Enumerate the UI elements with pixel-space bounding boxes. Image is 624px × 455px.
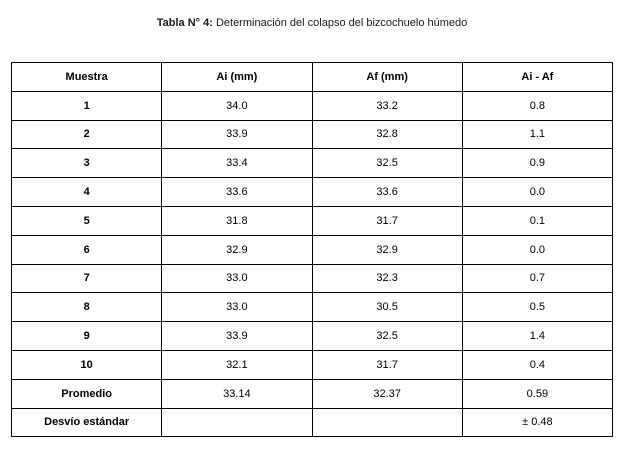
value-cell: 0.5	[462, 293, 612, 322]
value-cell: 33.4	[162, 149, 312, 178]
row-label-cell: 1	[12, 91, 162, 120]
value-cell: 0.9	[462, 149, 612, 178]
row-label-cell: 6	[12, 235, 162, 264]
table-caption	[0, 16, 624, 30]
value-cell: 33.2	[312, 91, 462, 120]
value-cell: 31.8	[162, 206, 312, 235]
row-label-cell: 2	[12, 120, 162, 149]
row-label-cell: 9	[12, 322, 162, 351]
value-cell: 31.7	[312, 350, 462, 379]
value-cell: 32.5	[312, 322, 462, 351]
row-label-cell: 7	[12, 264, 162, 293]
table-row	[12, 206, 613, 235]
value-cell: 32.3	[312, 264, 462, 293]
value-cell: 32.1	[162, 350, 312, 379]
value-cell: 32.37	[312, 379, 462, 408]
value-cell: 1.1	[462, 120, 612, 149]
value-cell: ± 0.48	[462, 408, 612, 437]
table-caption-number: Tabla N° 4:	[156, 17, 213, 29]
column-header: Muestra	[12, 63, 162, 92]
table-row	[12, 178, 613, 207]
table-row	[12, 322, 613, 351]
value-cell: 31.7	[312, 206, 462, 235]
row-label-cell: 4	[12, 178, 162, 207]
table-row	[12, 350, 613, 379]
value-cell: 0.7	[462, 264, 612, 293]
table-header-row	[12, 63, 613, 92]
table-row	[12, 91, 613, 120]
table-row	[12, 149, 613, 178]
row-label-cell: 3	[12, 149, 162, 178]
column-header: Ai - Af	[462, 63, 612, 92]
column-header: Af (mm)	[312, 63, 462, 92]
value-cell: 32.9	[162, 235, 312, 264]
value-cell: 33.9	[162, 120, 312, 149]
table-row	[12, 235, 613, 264]
value-cell: 0.8	[462, 91, 612, 120]
row-label-cell: Desvío estándar	[12, 408, 162, 437]
value-cell: 33.9	[162, 322, 312, 351]
table-row	[12, 264, 613, 293]
table-header	[12, 63, 613, 92]
value-cell: 30.5	[312, 293, 462, 322]
value-cell: 32.9	[312, 235, 462, 264]
row-label-cell: 8	[12, 293, 162, 322]
value-cell: 32.5	[312, 149, 462, 178]
value-cell: 1.4	[462, 322, 612, 351]
table-row	[12, 120, 613, 149]
table-row	[12, 408, 613, 437]
value-cell: 0.4	[462, 350, 612, 379]
value-cell: 33.6	[312, 178, 462, 207]
value-cell: 0.0	[462, 235, 612, 264]
value-cell	[162, 408, 312, 437]
row-label-cell: 10	[12, 350, 162, 379]
value-cell: 33.6	[162, 178, 312, 207]
value-cell: 0.59	[462, 379, 612, 408]
value-cell	[312, 408, 462, 437]
value-cell: 33.14	[162, 379, 312, 408]
value-cell: 33.0	[162, 293, 312, 322]
value-cell: 0.0	[462, 178, 612, 207]
table-body	[12, 91, 613, 437]
table-row	[12, 379, 613, 408]
value-cell: 0.1	[462, 206, 612, 235]
value-cell: 33.0	[162, 264, 312, 293]
row-label-cell: 5	[12, 206, 162, 235]
collapse-measurements-table	[11, 62, 613, 437]
table-caption-text: Determinación del colapso del bizcochuelo húmedo	[212, 17, 468, 29]
table-row	[12, 293, 613, 322]
value-cell: 32.8	[312, 120, 462, 149]
value-cell: 34.0	[162, 91, 312, 120]
column-header: Ai (mm)	[162, 63, 312, 92]
row-label-cell: Promedio	[12, 379, 162, 408]
